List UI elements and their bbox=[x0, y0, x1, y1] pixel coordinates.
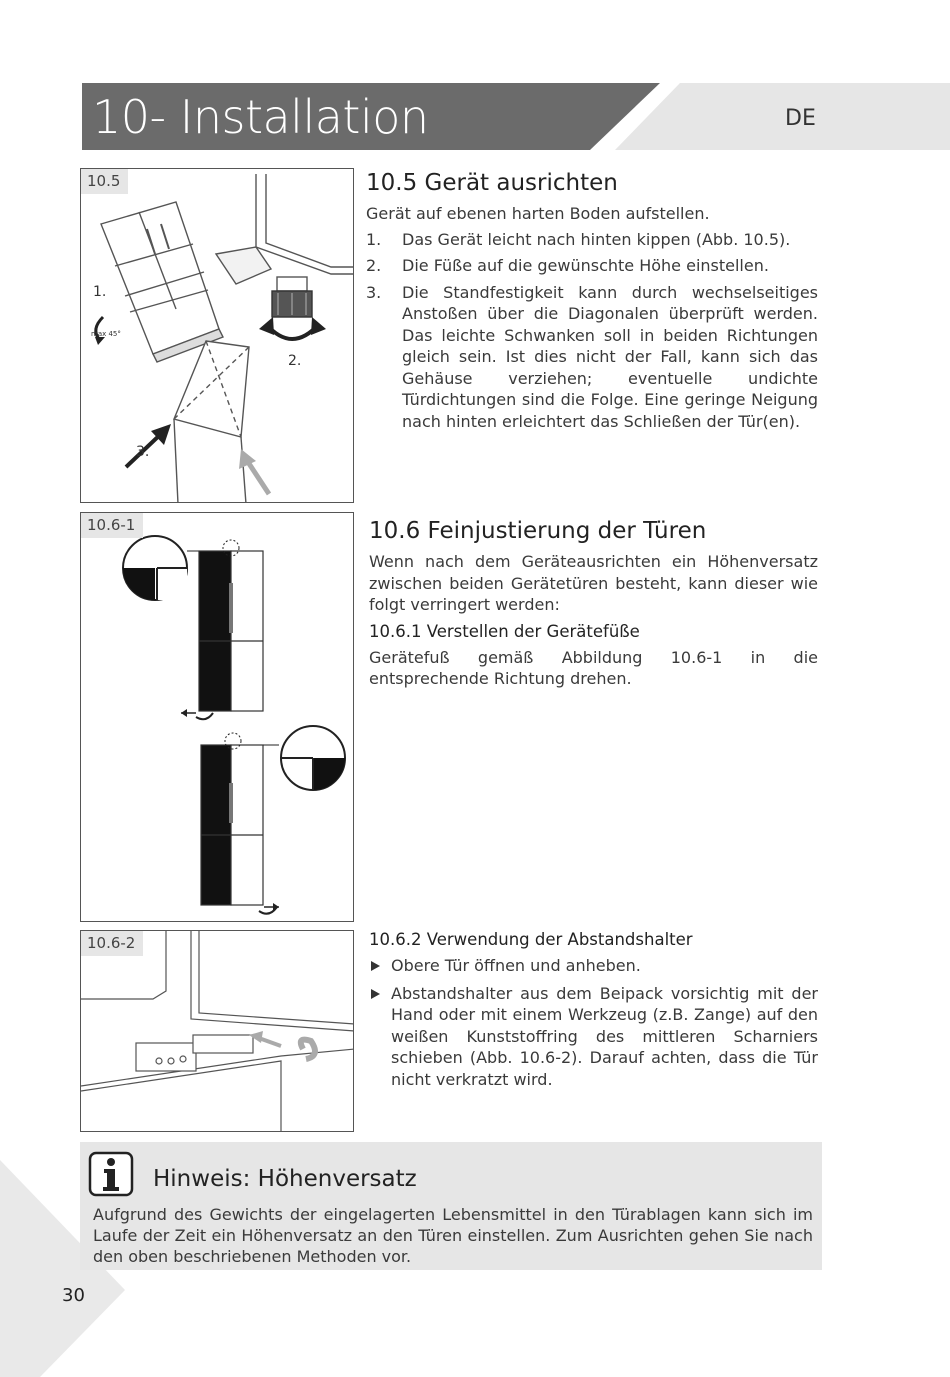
step-2-label: 2. bbox=[288, 353, 302, 369]
subsection-title: 10.6.2 Verwendung der Abstandshalter bbox=[369, 930, 693, 949]
list-item: 3. Die Standfestigkeit kann durch wechselseitiges Anstoßen über die Diagonalen überprüft werden. Das leichte Schwanken soll in beiden Richtungen gleich sein. Ist dies nicht der Fall, kann sich das Gehäuse verziehen; eventuelle undichte Türdichtungen sind die Folge. Eine geringe Neigung nach hinten erleichtert das Schließen der Tür(en). bbox=[366, 282, 818, 431]
list-item: 2. Die Füße auf die gewünschte Höhe einstellen. bbox=[366, 256, 769, 275]
subsection-text: Gerätefuß gemäß Abbildung 10.6-1 in die entsprechende Richtung drehen. bbox=[369, 647, 818, 688]
chapter-header bbox=[0, 0, 950, 160]
spacer-illustration bbox=[81, 931, 354, 1132]
figure-10-5 bbox=[80, 168, 354, 503]
figure-label: 10.6-2 bbox=[81, 931, 143, 956]
section-10-5 bbox=[366, 170, 818, 437]
figure-label: 10.5 bbox=[81, 169, 128, 194]
steps-list bbox=[366, 229, 818, 433]
language-code: DE bbox=[785, 106, 816, 131]
leveling-illustration bbox=[81, 169, 354, 503]
section-10-6-2 bbox=[369, 928, 818, 1096]
notice-box bbox=[80, 1142, 822, 1270]
section-intro: Gerät auf ebenen harten Boden aufstellen. bbox=[366, 204, 710, 223]
notice-title: Hinweis: Höhenversatz bbox=[153, 1166, 417, 1192]
section-title: 10.5 Gerät ausrichten bbox=[366, 170, 618, 196]
list-item: Obere Tür öffnen und anheben. bbox=[369, 955, 818, 977]
chapter-title: 10- Installation bbox=[92, 90, 429, 144]
page-number: 30 bbox=[62, 1285, 85, 1306]
figure-label: 10.6-1 bbox=[81, 513, 143, 538]
section-title: 10.6 Feinjustierung der Türen bbox=[369, 518, 707, 544]
subsection-title: 10.6.1 Verstellen der Gerätefüße bbox=[369, 621, 640, 641]
figure-10-6-1 bbox=[80, 512, 354, 922]
section-10-6 bbox=[369, 518, 818, 690]
figure-10-6-2 bbox=[80, 930, 354, 1132]
notice-text: Aufgrund des Gewichts der eingelagerten Lebensmittel in den Türablagen kann sich im Laufe der Zeit ein Höhenversatz an den Türen einstellen. Zum Ausrichten gehen Sie nach den oben beschriebenen Methoden vor. bbox=[93, 1205, 813, 1266]
bullet-list bbox=[369, 955, 818, 1090]
list-item: 1. Das Gerät leicht nach hinten kippen (Abb. 10.5). bbox=[366, 229, 791, 249]
info-icon bbox=[88, 1151, 134, 1197]
step-3-label: 3. bbox=[136, 444, 150, 460]
angle-label: max 45° bbox=[91, 330, 121, 338]
section-intro: Wenn nach dem Geräteausrichten ein Höhenversatz zwischen beiden Gerätetüren besteht, kann dieser wie folgt verringert werden: bbox=[369, 552, 818, 614]
list-item: Abstandshalter aus dem Beipack vorsichtig mit der Hand oder mit einem Werkzeug (z.B. Zange) auf den weißen Kunststoffring des mittleren Scharniers schieben (Abb. 10.6-2). Darauf achten, dass die Tür nicht verkratzt wird. bbox=[369, 983, 818, 1091]
step-1-label: 1. bbox=[93, 284, 107, 300]
door-adjust-illustration bbox=[81, 513, 354, 922]
